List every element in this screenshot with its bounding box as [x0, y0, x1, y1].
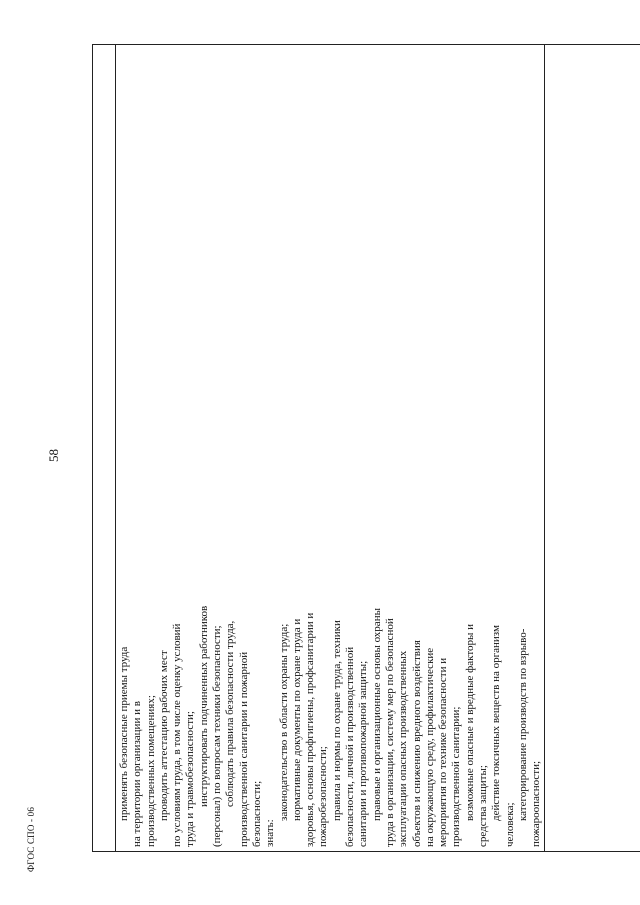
content-line: человека;	[503, 802, 516, 847]
content-line: (персонал) по вопросам техники безопасности;	[211, 625, 224, 847]
content-line: производственных помещениях;	[144, 695, 157, 847]
content-line: пожаробезопасности;	[317, 746, 330, 847]
content-line: на окружающую среду, профилактические	[423, 647, 436, 847]
content-line: возможные опасные и вредные факторы и	[463, 623, 476, 821]
content-line: безопасности, личной и производственной	[344, 646, 357, 847]
content-line: правила и нормы по охране труда, техники	[330, 620, 343, 821]
content-line: эксплуатации опасных производственных	[397, 650, 410, 847]
table-cell-content	[116, 45, 545, 852]
content-line: инструктировать подчиненных работников	[197, 605, 210, 807]
content-line: санитарии и противопожарной защиты;	[357, 660, 370, 847]
content-line: труда и травмобезопасности;	[184, 711, 197, 847]
table-cell-empty	[544, 45, 640, 852]
content-line: на территории организации и в	[131, 701, 144, 847]
content-line: законодательство в области охраны труда;	[277, 623, 290, 821]
content-line: проводить аттестацию рабочих мест	[157, 650, 170, 821]
content-line: пожароопасности;	[530, 760, 543, 847]
rotated-table	[92, 45, 593, 852]
content-line: применять безопасные приемы труда	[118, 646, 130, 821]
content-line: безопасности;	[250, 780, 263, 847]
content-line: объектов и снижению вредного воздействия	[410, 640, 423, 847]
content-line: действие токсичных веществ на организм	[490, 625, 503, 821]
page-number: 58	[46, 449, 61, 462]
content-text-block	[116, 45, 544, 851]
content-line: нормативные документы по охране труда и	[290, 618, 303, 821]
content-line: категорирование производств по взрыво-	[516, 628, 529, 821]
content-line: труда в организации, систему мер по безопасной	[383, 618, 396, 847]
content-line: знать:	[264, 819, 277, 847]
table-cell-empty	[93, 45, 116, 852]
content-line: мероприятия по технике безопасности и	[437, 657, 450, 847]
content-line: производственной санитарии и пожарной	[237, 651, 250, 847]
competency-table	[92, 44, 640, 852]
content-line: правовые и организационные основы охраны	[370, 608, 383, 821]
content-line: производственной санитарии;	[450, 706, 463, 847]
footer-code: ФГОС СПО - 06	[26, 806, 36, 872]
content-line: здоровья, основы профгигиены, профсанитарии и	[304, 612, 317, 847]
content-line: по условиям труда, в том числе оценку условий	[171, 623, 184, 847]
content-line: средства защиты;	[477, 765, 490, 847]
content-line: соблюдать правила безопасности труда,	[224, 620, 237, 807]
